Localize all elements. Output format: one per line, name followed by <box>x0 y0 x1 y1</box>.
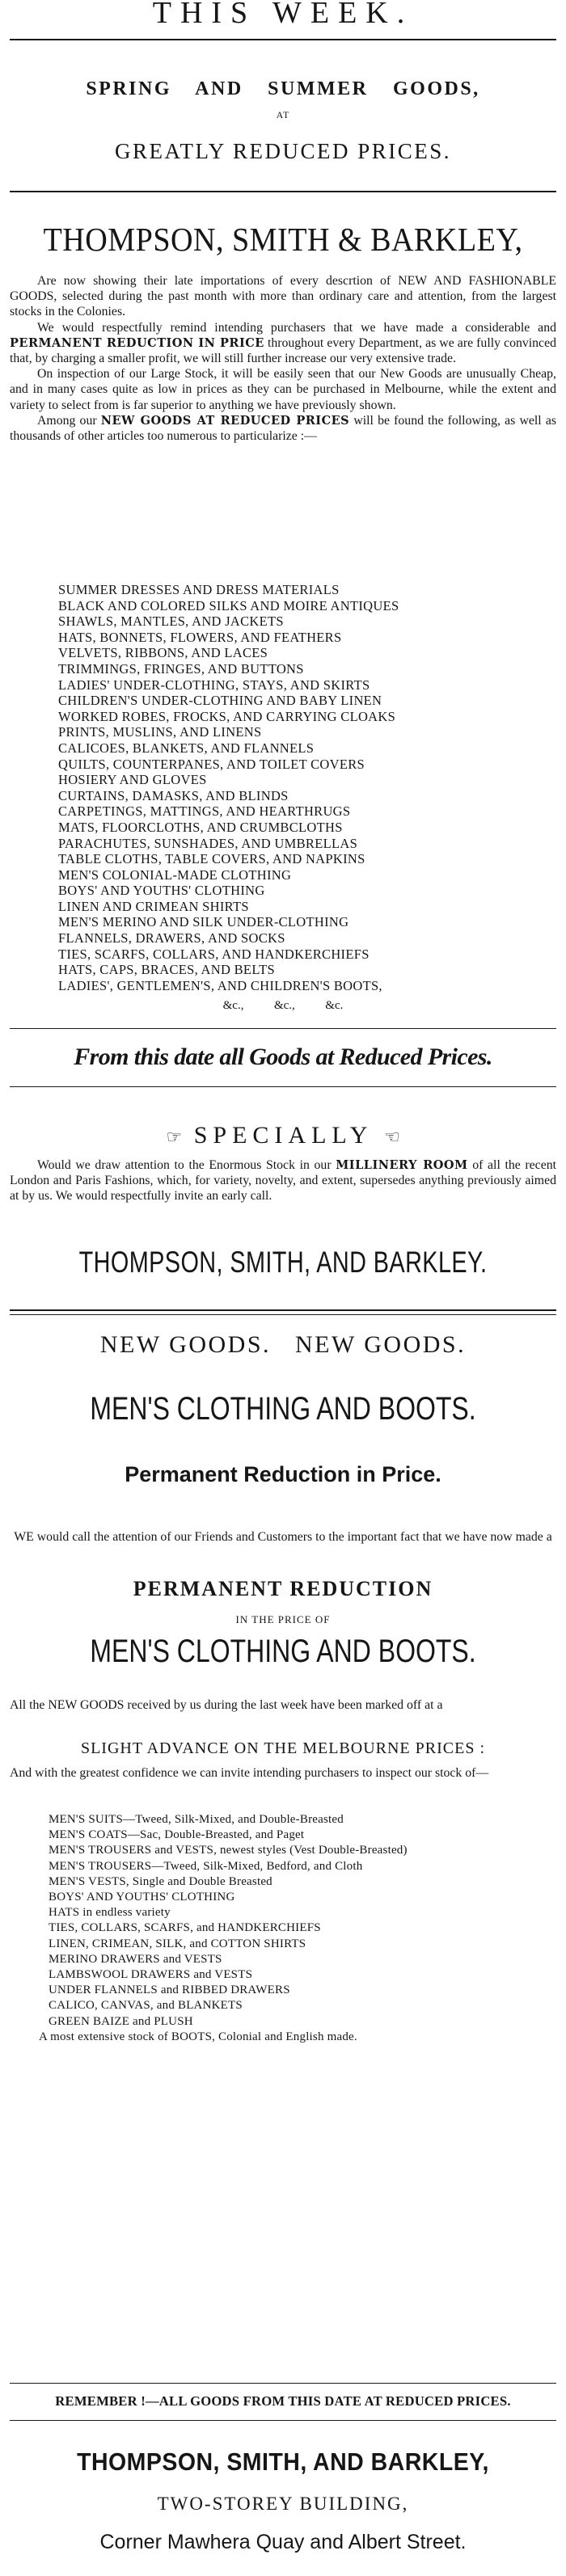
paragraph: WE would call the attention of our Friends and Customers to the important fact that we have now made a <box>14 1530 552 1544</box>
pointing-hand-icon: ☞ <box>383 1127 400 1148</box>
list-item: HATS in endless variety <box>49 1906 171 1920</box>
in-the-price-line: IN THE PRICE OF <box>235 1613 331 1625</box>
attention-paragraph <box>10 1529 556 1545</box>
firm-name-heading: THOMPSON, SMITH, AND BARKLEY. <box>78 1246 488 1279</box>
mens-goods-list <box>39 1812 408 2045</box>
remember-line: REMEMBER !—ALL GOODS FROM THIS DATE AT REDUCED PRICES. <box>55 2393 511 2409</box>
list-item: CALICOES, BLANKETS, AND FLANNELS <box>58 740 315 756</box>
new-goods-heading: NEW GOODS. NEW GOODS. <box>99 1331 467 1358</box>
list-item: LADIES', GENTLEMEN'S, AND CHILDREN'S BOOTS, <box>58 977 382 993</box>
list-item: GREEN BAIZE and PLUSH <box>49 2014 193 2028</box>
list-item: WORKED ROBES, FROCKS, AND CARRYING CLOAKS <box>58 708 396 724</box>
this-week-heading: THIS WEEK. <box>152 0 414 30</box>
list-item: MEN'S VESTS, Single and Double Breasted <box>49 1874 272 1888</box>
list-item: VELVETS, RIBBONS, AND LACES <box>58 645 268 661</box>
millinery-paragraph <box>10 1157 556 1204</box>
list-item: TABLE CLOTHS, TABLE COVERS, AND NAPKINS <box>58 851 365 867</box>
list-item: MEN'S SUITS—Tweed, Silk-Mixed, and Double-Breasted <box>49 1813 344 1826</box>
pointing-hand-icon: ☞ <box>166 1127 183 1148</box>
firm-name-heading: THOMPSON, SMITH & BARKLEY, <box>43 221 523 258</box>
list-item: BLACK AND COLORED SILKS AND MOIRE ANTIQUES <box>58 597 399 613</box>
paragraph: And with the greatest confidence we can invite intending purchasers to inspect our stock of— <box>10 1766 489 1780</box>
list-item: CALICO, CANVAS, and BLANKETS <box>49 1999 243 2013</box>
list-item: HOSIERY AND GLOVES <box>58 772 207 788</box>
paragraph: All the NEW GOODS received by us during the last week have been marked off at a <box>10 1698 443 1712</box>
new-goods-paragraph <box>10 1697 556 1713</box>
list-item: FLANNELS, DRAWERS, AND SOCKS <box>58 930 285 947</box>
list-item: CARPETINGS, MATTINGS, AND HEARTHRUGS <box>58 803 351 820</box>
list-item: TIES, COLLARS, SCARFS, and HANDKERCHIEFS <box>49 1921 321 1935</box>
list-item: PARACHUTES, SUNSHADES, AND UMBRELLAS <box>58 835 358 851</box>
list-item: BOYS' AND YOUTHS' CLOTHING <box>58 883 265 899</box>
reduced-prices-heading: GREATLY REDUCED PRICES. <box>114 139 452 163</box>
list-item: CURTAINS, DAMASKS, AND BLINDS <box>58 787 289 803</box>
list-item: MEN'S TROUSERS and VESTS, newest styles (Vest Double-Breasted) <box>49 1844 408 1857</box>
paragraph: Among our NEW GOODS AT REDUCED PRICES will be found the following, as well as thousands of other articles too numerous to particularize :— <box>10 413 557 444</box>
divider <box>10 1086 556 1087</box>
list-item: LAMBSWOOL DRAWERS and VESTS <box>49 1968 253 1982</box>
list-item: MATS, FLOORCLOTHS, AND CRUMBCLOTHS <box>58 819 343 835</box>
permanent-reduction-heading: Permanent Reduction in Price. <box>125 1462 441 1486</box>
divider <box>10 1314 556 1315</box>
divider <box>10 191 556 192</box>
paragraph: We would respectfully remind intending purchasers that we have made a considerable and PERMANENT REDUCTION IN PRICE throughout every Department, as we are fully convinced that, by charging a smaller profit, we will still further increase our very extensive trade. <box>10 320 556 366</box>
confidence-paragraph <box>10 1765 556 1781</box>
paragraph: Are now showing their late importations of every descrtion of NEW AND FASHIONABLE GOODS, selected during the past month with more than ordinary care and attention, from the largest stocks in the Colonies. <box>10 274 556 319</box>
list-item: BOYS' AND YOUTHS' CLOTHING <box>49 1891 235 1904</box>
list-item: UNDER FLANNELS and RIBBED DRAWERS <box>49 1984 290 1997</box>
at-line: AT <box>276 109 290 120</box>
intro-paragraphs <box>10 273 556 444</box>
etc-line: &c., &c., &c. <box>222 999 344 1012</box>
goods-list <box>58 582 399 993</box>
paragraph: On inspection of our Large Stock, it will be easily seen that our New Goods are unusually Cheap, and in many cases quite as low in prices as they can be purchased in Melbourne, while the extent and variety to select from is far superior to anything we have previously shown. <box>10 367 556 412</box>
list-item: LADIES' UNDER-CLOTHING, STAYS, AND SKIRTS <box>58 677 370 693</box>
address-line: Corner Mawhera Quay and Albert Street. <box>99 2531 467 2553</box>
list-item: A most extensive stock of BOOTS, Colonial and English made. <box>39 2030 357 2043</box>
list-item: TIES, SCARFS, COLLARS, AND HANDKERCHIEFS <box>58 946 370 962</box>
spring-summer-heading: SPRING AND SUMMER GOODS, <box>86 78 480 99</box>
list-item: LINEN, CRIMEAN, SILK, and COTTON SHIRTS <box>49 1937 306 1950</box>
paragraph: Would we draw attention to the Enormous Stock in our MILLINERY ROOM of all the recent London and Paris Fashions, which, for variety, novelty, and extent, supersedes anything previously aimed at by us. We would respectfully invite an early call. <box>10 1158 556 1204</box>
list-item: LINEN AND CRIMEAN SHIRTS <box>58 898 249 914</box>
list-item: HATS, CAPS, BRACES, AND BELTS <box>58 962 276 978</box>
list-item: MEN'S COATS—Sac, Double-Breasted, and Paget <box>49 1828 305 1842</box>
reduced-prices-banner: From this date all Goods at Reduced Prices. <box>74 1043 492 1070</box>
list-item: MEN'S COLONIAL-MADE CLOTHING <box>58 866 292 883</box>
divider <box>10 1028 556 1029</box>
list-item: SUMMER DRESSES AND DRESS MATERIALS <box>58 582 340 597</box>
divider <box>10 1309 556 1311</box>
list-item: MERINO DRAWERS and VESTS <box>49 1952 222 1966</box>
slight-advance-line: SLIGHT ADVANCE ON THE MELBOURNE PRICES : <box>80 1739 486 1757</box>
specially-heading: ☞ SPECIALLY ☞ <box>0 1122 566 1151</box>
mens-clothing-heading: MEN'S CLOTHING AND BOOTS. <box>90 1391 476 1427</box>
divider <box>10 39 556 40</box>
permanent-reduction-line: PERMANENT REDUCTION <box>133 1577 433 1600</box>
divider <box>10 2420 556 2421</box>
building-line: TWO-STOREY BUILDING, <box>157 2494 409 2514</box>
list-item: TRIMMINGS, FRINGES, AND BUTTONS <box>58 660 304 677</box>
list-item: CHILDREN'S UNDER-CLOTHING AND BABY LINEN <box>58 693 382 709</box>
list-item: MEN'S TROUSERS—Tweed, Silk-Mixed, Bedford, and Cloth <box>49 1859 363 1873</box>
list-item: PRINTS, MUSLINS, AND LINENS <box>58 724 262 740</box>
firm-name-footer: THOMPSON, SMITH, AND BARKLEY, <box>77 2447 489 2476</box>
list-item: SHAWLS, MANTLES, AND JACKETS <box>58 613 284 630</box>
mens-clothing-heading-2: MEN'S CLOTHING AND BOOTS. <box>90 1634 476 1669</box>
list-item: HATS, BONNETS, FLOWERS, AND FEATHERS <box>58 629 342 645</box>
divider <box>10 2383 556 2384</box>
list-item: MEN'S MERINO AND SILK UNDER-CLOTHING <box>58 914 349 930</box>
list-item: QUILTS, COUNTERPANES, AND TOILET COVERS <box>58 756 365 772</box>
